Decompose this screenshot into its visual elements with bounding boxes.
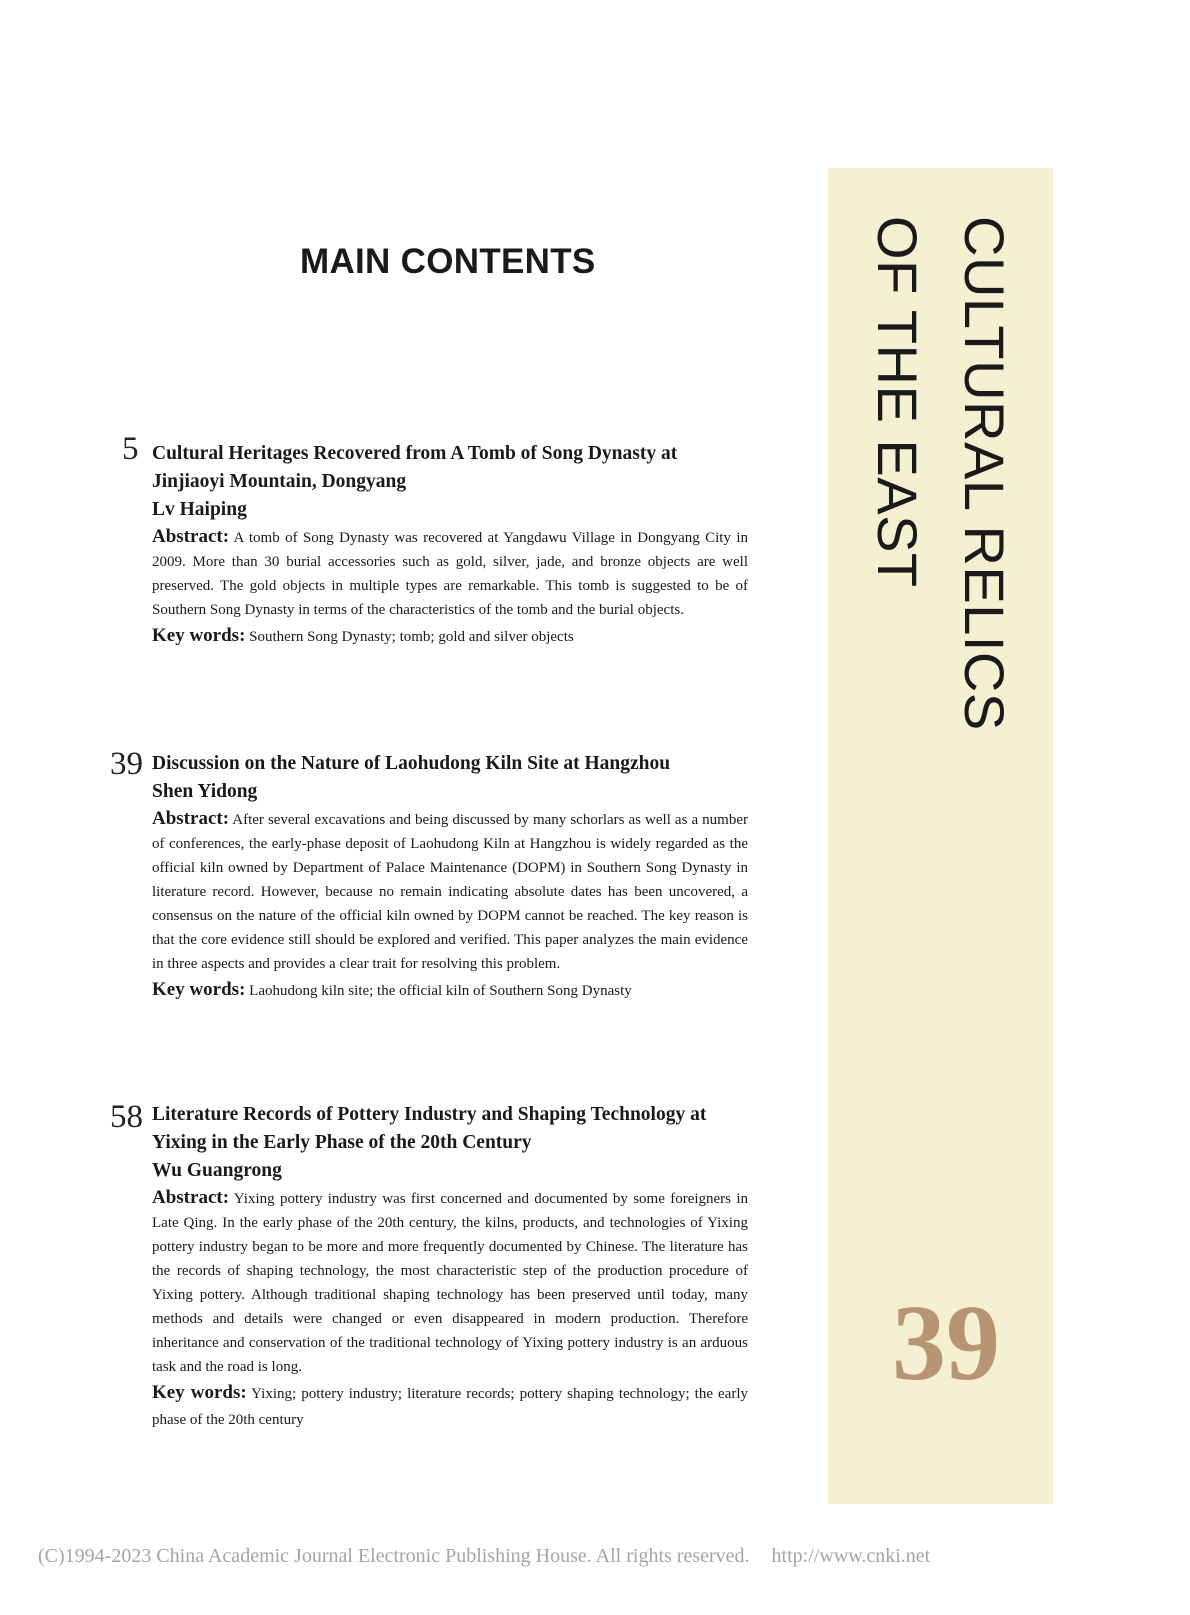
entry-keywords: [152, 1380, 748, 1433]
entry-abstract: [152, 525, 748, 622]
entry-abstract: [152, 1186, 748, 1379]
keywords-text: Laohudong kiln site; the official kiln of Southern Song Dynasty: [249, 983, 632, 999]
copyright-text: (C)1994-2023 China Academic Journal Electronic Publishing House. All rights reserved.: [38, 1545, 750, 1567]
issue-number: 39: [892, 1284, 1000, 1403]
entry-title[interactable]: Literature Records of Pottery Industry and Shaping Technology at Yixing in the Early Phase of the 20th Century: [152, 1104, 707, 1153]
journal-title-line1: CULTURAL RELICS: [953, 216, 1016, 731]
contents-entry: [152, 440, 748, 650]
entry-keywords: [152, 977, 748, 1004]
abstract-text: A tomb of Song Dynasty was recovered at Yangdawu Village in Dongyang City in 2009. More than 30 burial accessories such as gold, silver, jade, and bronze objects are well preserved. The gold objects in multiple types are remarkable. This tomb is suggested to be of Southern Song Dynasty in terms of the characteristics of the tomb and the burial objects.: [152, 530, 748, 618]
copyright-footer: [38, 1545, 1158, 1568]
keywords-label: Key words:: [152, 1382, 247, 1403]
page-title: MAIN CONTENTS: [300, 242, 596, 281]
entry-keywords: [152, 623, 748, 650]
keywords-label: Key words:: [152, 625, 246, 646]
entry-abstract: [152, 807, 748, 976]
contents-entry: [152, 750, 748, 1004]
entry-author: Shen Yidong: [152, 781, 258, 802]
footer-url-link[interactable]: http://www.cnki.net: [771, 1545, 931, 1567]
keywords-text: Yixing; pottery industry; literature records; pottery shaping technology; the early phase of the 20th century: [152, 1386, 748, 1428]
journal-title-line2: OF THE EAST: [866, 216, 929, 588]
keywords-label: Key words:: [152, 979, 246, 1000]
entry-title[interactable]: Discussion on the Nature of Laohudong Kiln Site at Hangzhou: [152, 753, 671, 774]
abstract-text: Yixing pottery industry was first concerned and documented by some foreigners in Late Qing. In the early phase of the 20th century, the kilns, products, and technologies of Yixing pottery industry began to be more and more frequently documented by Chinese. The literature has the records of shaping technology, the most characteristic step of the production procedure of Yixing pottery. Although traditional shaping technology has been preserved until today, many methods and details were changed or even disappeared in modern production. Therefore inheritance and conservation of the traditional technology of Yixing pottery industry is an arduous task and the road is long.: [152, 1191, 748, 1375]
entry-page-number[interactable]: 39: [110, 746, 143, 782]
entry-title[interactable]: Cultural Heritages Recovered from A Tomb of Song Dynasty at Jinjiaoyi Mountain, Dongyang: [152, 443, 678, 492]
contents-entry: [152, 1101, 748, 1433]
entry-page-number[interactable]: 58: [110, 1099, 143, 1135]
abstract-text: After several excavations and being discussed by many schorlars as well as a number of conferences, the early-phase deposit of Laohudong Kiln at Hangzhou is widely regarded as the official kiln owned by Department of Palace Maintenance (DOPM) in Southern Song Dynasty in literature record. However, because no remain indicating absolute dates has been uncovered, a consensus on the nature of the official kiln owned by DOPM cannot be reached. The key reason is that the core evidence still should be explored and verified. This paper analyzes the main evidence in three aspects and provides a clear trait for resolving this problem.: [152, 812, 748, 972]
abstract-label: Abstract:: [152, 526, 230, 547]
entry-page-number[interactable]: 5: [122, 431, 139, 467]
abstract-label: Abstract:: [152, 808, 230, 829]
entry-author: Wu Guangrong: [152, 1160, 282, 1181]
entry-author: Lv Haiping: [152, 499, 247, 520]
keywords-text: Southern Song Dynasty; tomb; gold and silver objects: [249, 629, 574, 645]
abstract-label: Abstract:: [152, 1187, 230, 1208]
